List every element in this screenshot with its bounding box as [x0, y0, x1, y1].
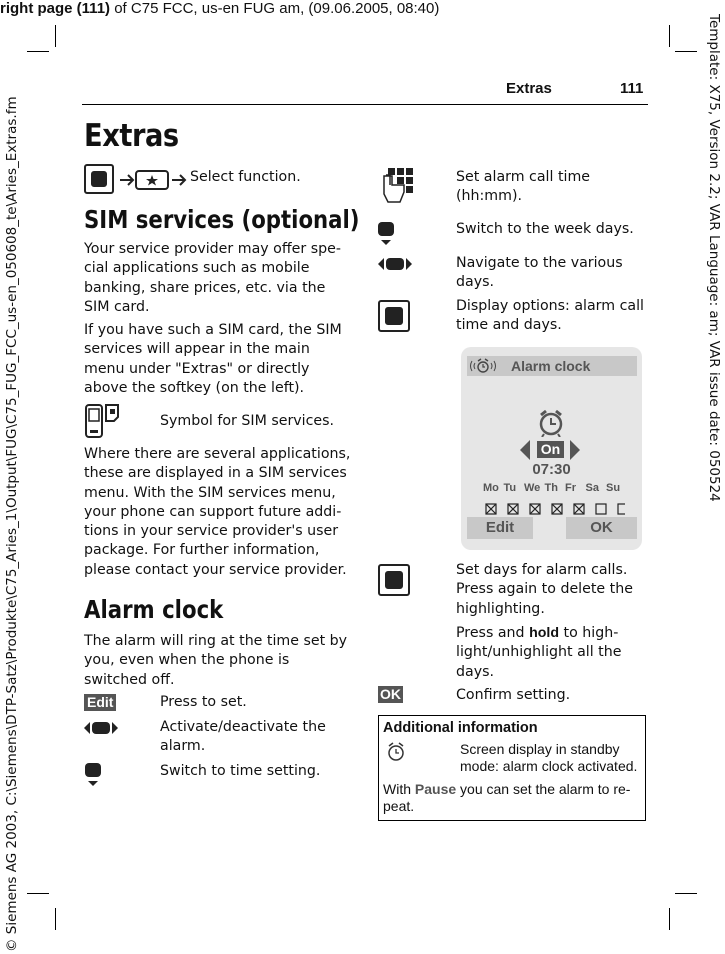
- ok-softkey: OK: [380, 686, 401, 702]
- hold-keyword: hold: [529, 625, 560, 641]
- center-key-icon: [84, 164, 114, 194]
- center-key-icon: [378, 564, 410, 596]
- control-key-down-icon: [84, 762, 102, 788]
- activate-text: Activate/deactivate the alarm.: [160, 719, 326, 755]
- switch-time-text: Switch to time setting.: [160, 763, 321, 779]
- crop-mark: [669, 908, 670, 930]
- day-name: Sa: [585, 482, 599, 494]
- print-header: [0, 0, 439, 17]
- edit-softkey: Edit: [84, 694, 116, 711]
- alarm-state-value: On: [537, 441, 564, 458]
- sim-symbol-description: Symbol for SIM services.: [160, 413, 335, 429]
- number-keys-icon: [380, 168, 414, 208]
- day-checkbox: [508, 504, 518, 514]
- day-name: Fr: [565, 482, 576, 494]
- crop-mark: [27, 893, 49, 894]
- confirm-text: Confirm setting.: [456, 687, 571, 703]
- set-days-text: Set days for alarm calls. Press again to delete the highlighting.: [456, 562, 633, 617]
- control-key-down-icon: [377, 221, 395, 247]
- day-name: We: [524, 482, 541, 494]
- alarm-clock-icon: [469, 358, 497, 374]
- print-header-page: right page (111): [0, 0, 111, 17]
- side-text-right: Template: X75, Version 2.2; VAR Language: am; VAR issue date: 050524: [706, 14, 722, 502]
- navigate-text: Navigate to the various days.: [456, 255, 623, 291]
- standby-alarm-icon: [385, 741, 407, 763]
- screen-left-softkey: Edit: [467, 517, 533, 539]
- print-header-rest: of C75 FCC, us-en FUG am, (09.06.2005, 08:40): [110, 0, 440, 17]
- press-to-set-text: Press to set.: [160, 694, 247, 710]
- day-checkbox: [552, 504, 562, 514]
- crop-mark: [55, 908, 56, 930]
- crop-mark: [675, 893, 697, 894]
- pause-rest-text: you can set the alarm to re-peat.: [383, 781, 631, 814]
- standby-text: Screen display in standby mode: alarm clock activated.: [460, 741, 638, 774]
- navigation-key-icon: [84, 721, 118, 735]
- sim-paragraph-3: Where there are several applications, these are displayed in a SIM services menu. With the SIM services menu, your phone can support future addi-tions in your service provider's user package. For further information, please contact your service provider.: [84, 446, 351, 578]
- crop-mark: [669, 25, 670, 47]
- day-checkbox-row: [485, 503, 625, 515]
- running-header-page: 111: [620, 80, 644, 97]
- center-key-icon: [378, 300, 410, 332]
- pause-text: [383, 781, 641, 815]
- press-and-text: Press and: [456, 625, 530, 641]
- alarm-clock-screen: [461, 347, 642, 550]
- day-checkbox: [618, 504, 625, 514]
- info-heading: Additional information: [383, 720, 538, 736]
- sim-services-heading: SIM services (optional): [84, 205, 360, 234]
- day-checkbox: [530, 504, 540, 514]
- alarm-clock-heading: Alarm clock: [84, 595, 224, 624]
- switch-week-text: Switch to the week days.: [456, 221, 634, 237]
- sim-paragraph-2: If you have such a SIM card, the SIM services will appear in the main menu under "Extras" or directly above the softkey (on the left).: [84, 322, 342, 396]
- day-checkbox: [596, 504, 606, 514]
- hold-text: [456, 624, 646, 682]
- page-title: Extras: [84, 118, 179, 154]
- alarm-intro: The alarm will ring at the time set by you, even when the phone is switched off.: [84, 633, 348, 688]
- day-name: Th: [544, 482, 558, 494]
- day-name: Tu: [503, 482, 517, 494]
- display-options-text: Display options: alarm call time and days.: [456, 298, 644, 334]
- with-text: With: [383, 781, 415, 797]
- day-names-row: [483, 482, 623, 496]
- header-rule: [82, 104, 648, 105]
- day-checkbox: [574, 504, 584, 514]
- crop-mark: [55, 25, 56, 47]
- day-checkbox: [486, 504, 496, 514]
- additional-info-box: [378, 715, 646, 821]
- screen-title: Alarm clock: [511, 358, 591, 374]
- crop-mark: [675, 51, 697, 52]
- screen-right-softkey: OK: [566, 517, 637, 539]
- arrow-icon: [120, 175, 133, 185]
- crop-mark: [27, 51, 49, 52]
- day-name: Su: [606, 482, 621, 494]
- side-text-left: © Siemens AG 2003, C:\Siemens\DTP-Satz\Produkte\C75_Aries_1\Output\FUG\C75_FUG_FCC_us-en_050608_te\Aries_Extras.fm: [4, 96, 20, 952]
- running-header-title: Extras: [506, 80, 552, 97]
- sim-services-icon: [84, 403, 124, 439]
- screen-title-bar: [467, 356, 637, 376]
- select-function-text: Select function.: [190, 169, 301, 185]
- arrow-icon: [172, 175, 185, 185]
- navigation-key-icon: [378, 257, 412, 271]
- highlight-all-text: to high-light/unhighlight all the days.: [456, 625, 622, 680]
- set-time-text: Set alarm call time (hh:mm).: [456, 169, 590, 205]
- pause-keyword: Pause: [414, 781, 457, 797]
- sim-paragraph-1: Your service provider may offer spe-cial applications such as mobile banking, share prices, etc. via the SIM card.: [84, 241, 341, 315]
- day-name: Mo: [483, 482, 499, 494]
- large-alarm-clock-icon: [536, 409, 566, 437]
- alarm-time: 07:30: [532, 461, 571, 478]
